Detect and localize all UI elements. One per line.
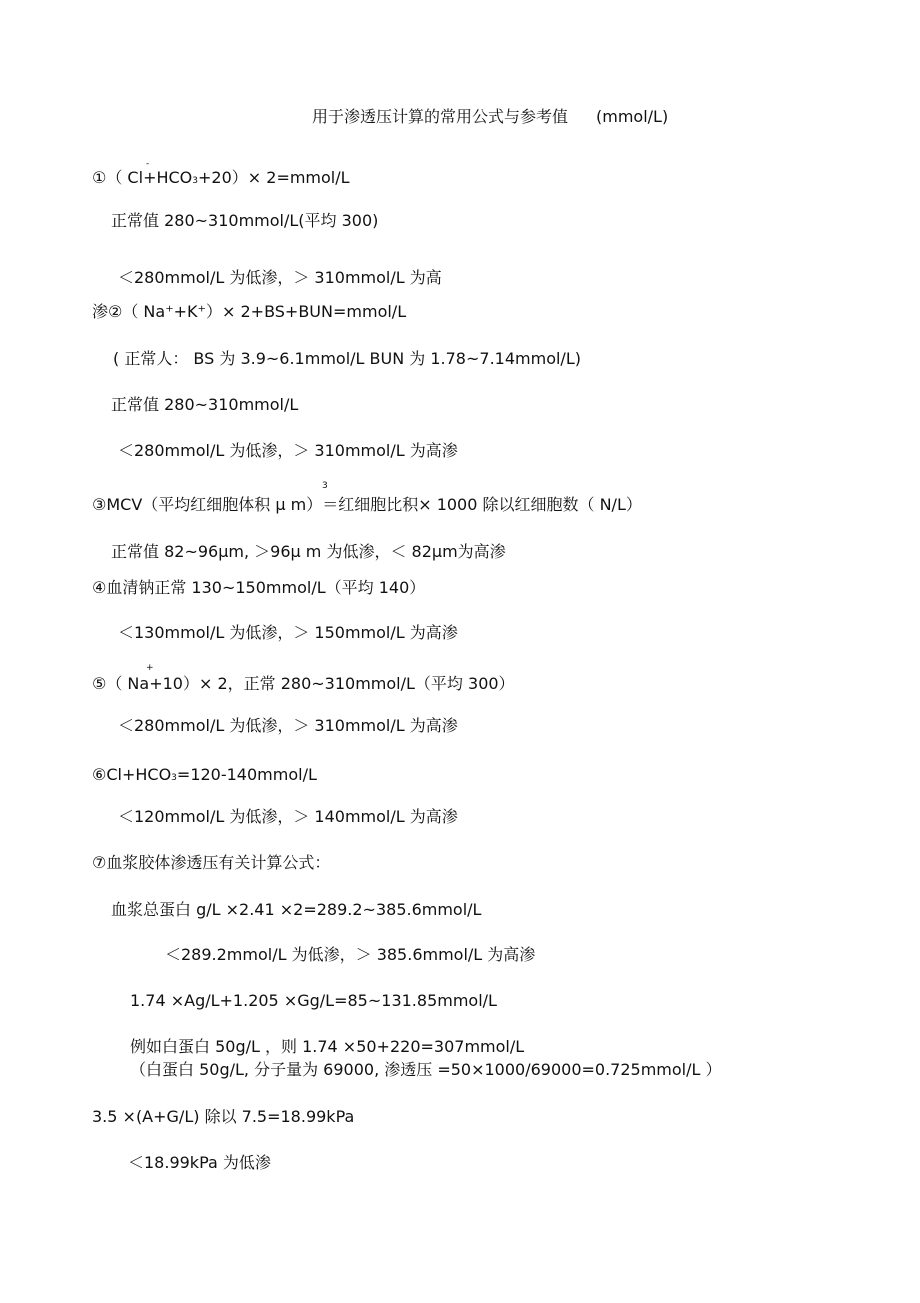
superscript-cube: 3 [322, 481, 328, 491]
range-2: ＜280mmol/L 为低渗，＞ 310mmol/L 为高渗 [118, 441, 458, 460]
formula-6-part-c: =120-140mmol/L [176, 765, 317, 784]
normal-value-1: 正常值 280~310mmol/L(平均 300) [111, 211, 379, 230]
superscript-minus: - [146, 159, 150, 169]
formula-6-part-a: ⑥Cl [92, 765, 122, 784]
normal-value-3: 正常值 82~96μm, ＞96μ m 为低渗，＜ 82μm为高渗 [111, 542, 506, 561]
example-note: （白蛋白 50g/L, 分子量为 69000, 渗透压 =50×1000/69000=0.725mmol/L ） [130, 1060, 722, 1079]
range-1: ＜280mmol/L 为低渗，＞ 310mmol/L 为高 [118, 268, 442, 287]
title-text: 用于渗透压计算的常用公式与参考值 [312, 107, 569, 126]
formula-6-part-b: +HCO [121, 765, 172, 784]
total-protein-formula: 血浆总蛋白 g/L ×2.41 ×2=289.2~385.6mmol/L [111, 900, 482, 919]
range-4: ＜130mmol/L 为低渗，＞ 150mmol/L 为高渗 [118, 623, 458, 642]
normal-value-2: 正常值 280~310mmol/L [111, 395, 299, 414]
formula-4: ④血清钠正常 130~150mmol/L（平均 140） [92, 578, 426, 597]
range-7: ＜289.2mmol/L 为低渗，＞ 385.6mmol/L 为高渗 [165, 945, 536, 964]
formula-7-heading: ⑦血浆胶体渗透压有关计算公式： [92, 853, 331, 872]
normal-people-note: ( 正常人： BS 为 3.9~6.1mmol/L BUN 为 1.78~7.14mmol/L) [113, 349, 581, 368]
formula-1-part-c: +20）× 2=mmol/L [198, 168, 350, 187]
ag-formula: 1.74 ×Ag/L+1.205 ×Gg/L=85~131.85mmol/L [130, 991, 497, 1010]
formula-1-subscript: 3 [192, 176, 198, 186]
superscript-plus: + [146, 663, 154, 673]
formula-1-part-b: +HCO [143, 168, 193, 187]
kpa-formula: 3.5 ×(A+G/L) 除以 7.5=18.99kPa [92, 1107, 355, 1126]
formula-6-subscript: 3 [171, 773, 177, 783]
formula-1 [92, 168, 350, 191]
example-line: 例如白蛋白 50g/L ，则 1.74 ×50+220=307mmol/L [130, 1037, 525, 1056]
formula-2: 渗②（ Na⁺+K⁺）× 2+BS+BUN=mmol/L [92, 302, 407, 321]
formula-1-part-a: ①（ Cl [92, 168, 144, 187]
formula-3: ③MCV（平均红细胞体积 μ m）＝红细胞比积× 1000 除以红细胞数（ N/L） [92, 495, 642, 514]
formula-6 [92, 765, 317, 788]
formula-5: ⑤（ Na+10）× 2，正常 280~310mmol/L（平均 300） [92, 674, 515, 693]
kpa-range: ＜18.99kPa 为低渗 [128, 1153, 271, 1172]
range-5: ＜280mmol/L 为低渗，＞ 310mmol/L 为高渗 [118, 716, 458, 735]
title-unit: (mmol/L) [596, 107, 669, 126]
page-title [312, 107, 668, 127]
range-6: ＜120mmol/L 为低渗，＞ 140mmol/L 为高渗 [118, 807, 458, 826]
